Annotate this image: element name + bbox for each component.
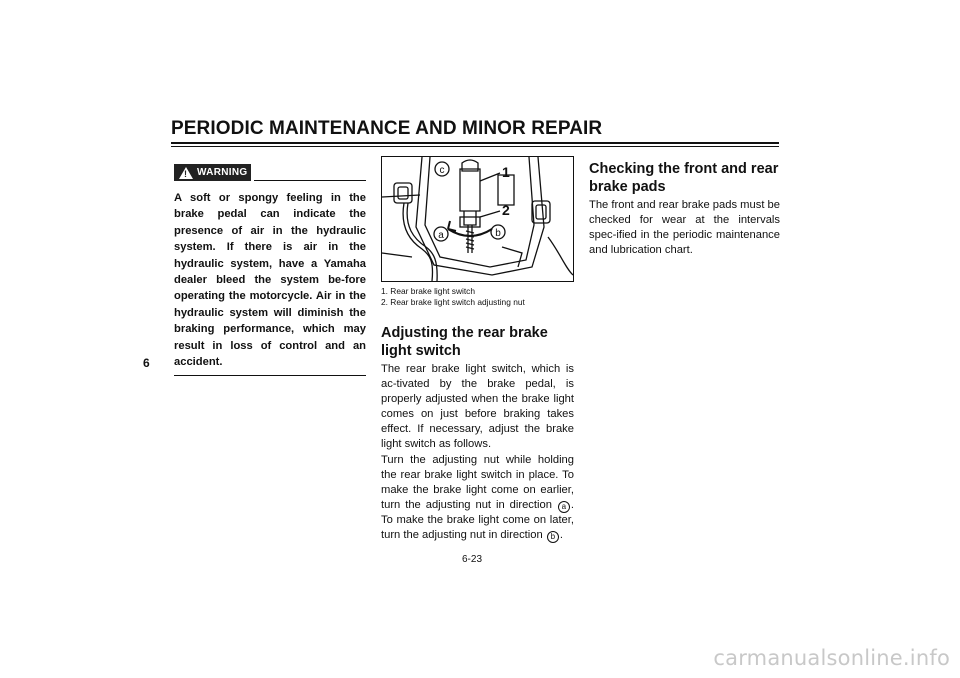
warning-rule	[254, 180, 366, 181]
text-run: Turn the adjusting nut while holding the rear brake light switch in place. To make the brake light come on earlier, turn the adjusting nut in direction	[381, 453, 574, 511]
header-rule	[171, 142, 779, 144]
brake-pads-paragraph: The front and rear brake pads must be checked for wear at the intervals spec-ified in the periodic maintenance and lubrication chart.	[589, 199, 780, 257]
warning-bottom-rule	[174, 375, 366, 376]
caption-item: 2. Rear brake light switch adjusting nut	[381, 297, 525, 307]
warning-text: A soft or spongy feeling in the brake pedal can indicate the presence of air in the hydraulic system. If there is air in the hydraulic system, have a Yamaha dealer bleed the system be-fore operating the motorcycle. Air in the hydraulic system will diminish the braking performance, which may result in loss of control and an accident.	[174, 192, 366, 369]
brake-switch-illustration	[382, 157, 573, 281]
caption-item: 1. Rear brake light switch	[381, 286, 476, 296]
direction-a-icon: a	[558, 501, 570, 513]
callout-b: b	[495, 228, 501, 239]
page-title: PERIODIC MAINTENANCE AND MINOR REPAIR	[171, 118, 603, 139]
header-rule-thin	[171, 146, 779, 147]
callout-c: c	[439, 165, 445, 176]
section-heading-brake-pads: Checking the front and rear brake pads	[589, 161, 779, 195]
warning-triangle-icon: !	[179, 167, 193, 179]
figure-captions	[381, 286, 574, 308]
text-run: .	[559, 529, 563, 542]
warning-badge	[174, 164, 251, 181]
chapter-tab: 6	[143, 356, 150, 370]
brake-switch-column	[381, 156, 574, 543]
callout-2: 2	[502, 202, 510, 218]
section-heading-brake-switch: Adjusting the rear brake light switch	[381, 325, 548, 359]
warning-header	[174, 164, 366, 181]
callout-1: 1	[502, 164, 510, 180]
direction-b-icon: b	[547, 531, 559, 543]
callout-a: a	[438, 230, 444, 241]
page-number: 6-23	[462, 554, 483, 565]
brake-switch-paragraph-1: The rear brake light switch, which is ac-tivated by the brake pedal, is properly adjusted when the brake light comes on just before braking takes effect. If necessary, adjust the brake light switch as follows.	[381, 363, 574, 451]
text-run: . To make the brake light come on later, turn the adjusting nut in direction	[381, 498, 575, 542]
warning-label: WARNING	[197, 167, 248, 178]
brake-pads-column	[589, 160, 780, 258]
warning-column	[174, 164, 366, 376]
brake-switch-paragraph-2	[381, 453, 574, 544]
brake-switch-figure	[381, 156, 574, 282]
watermark: carmanualsonline.info	[713, 646, 950, 670]
